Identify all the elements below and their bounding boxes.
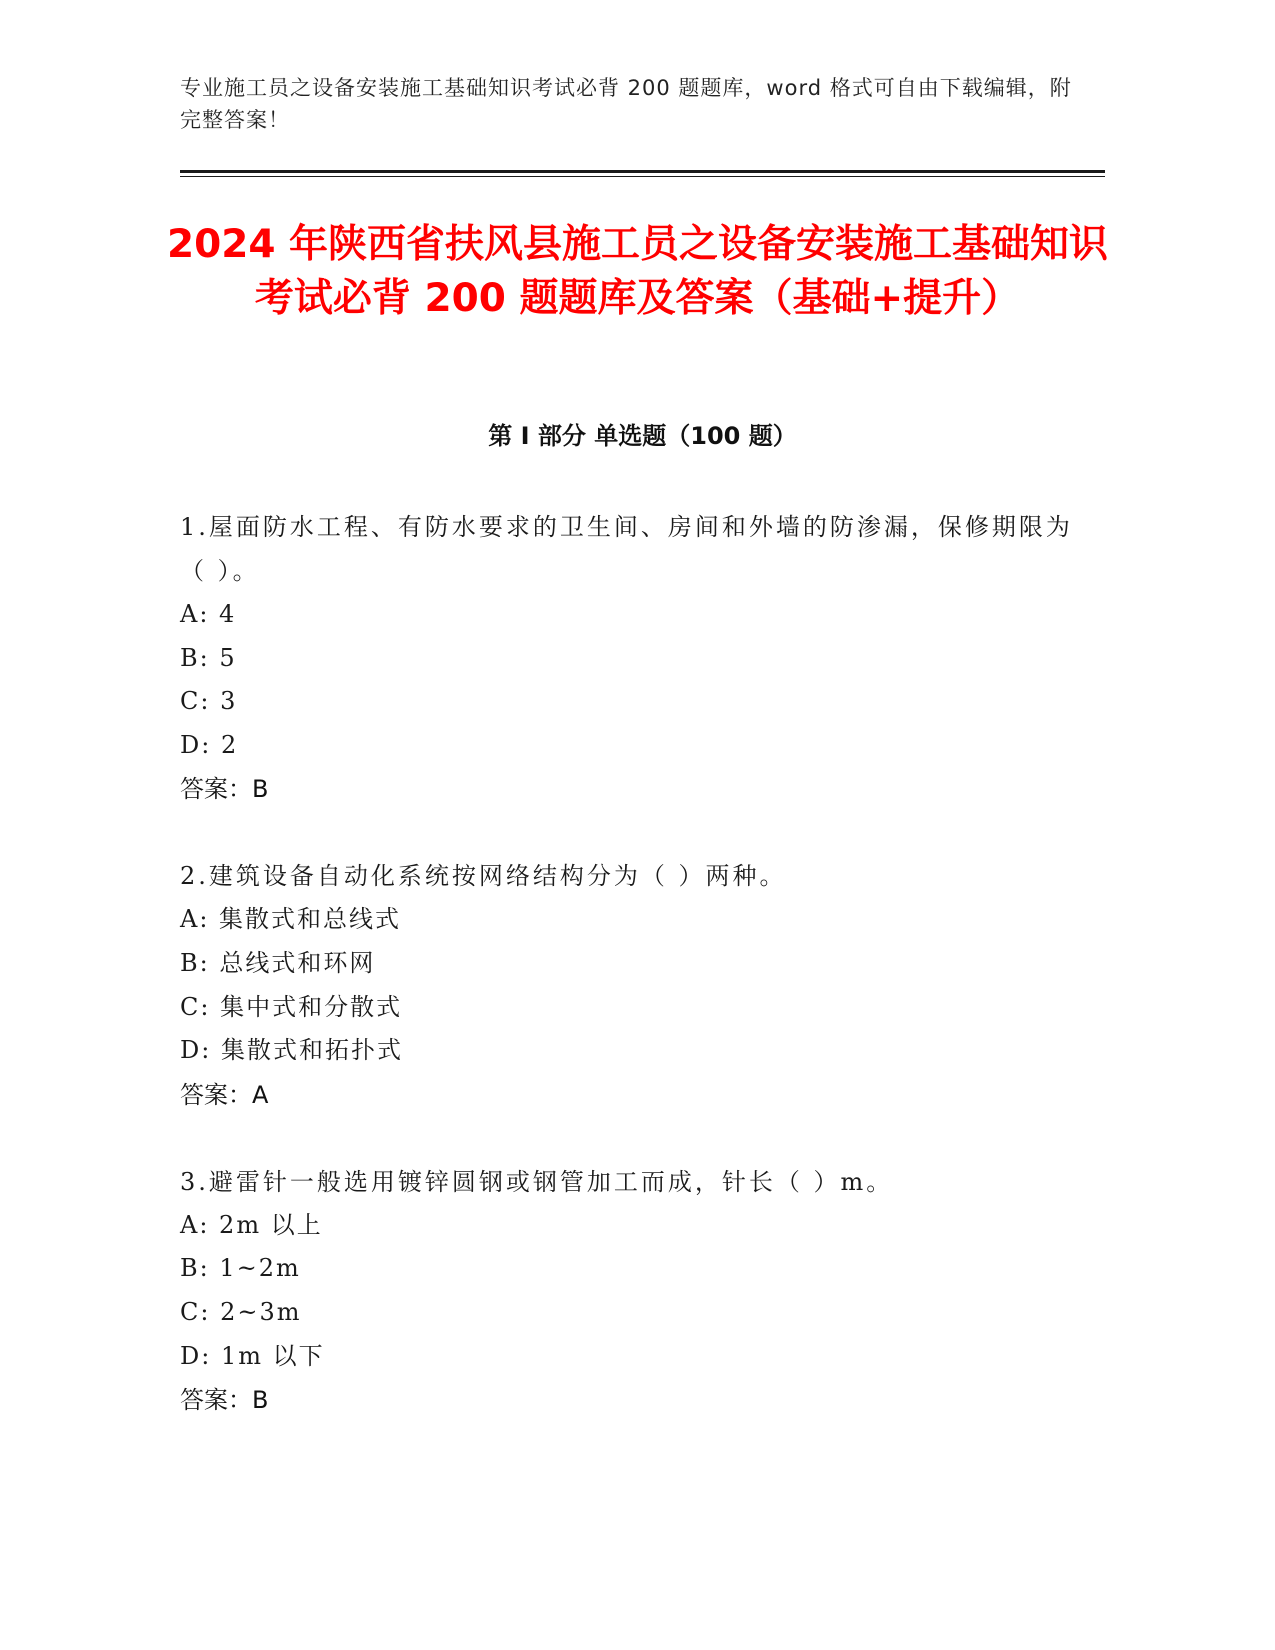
option-b: B: 5 <box>180 643 237 672</box>
answer-line: 答案：B <box>180 1386 269 1415</box>
option-b: B: 1~2m <box>180 1254 301 1283</box>
question-item <box>180 854 1080 1116</box>
option-c: C: 集中式和分散式 <box>180 992 403 1021</box>
header-note: 专业施工员之设备安装施工基础知识考试必背 200 题题库，word 格式可自由下载编辑，附完整答案！ <box>180 76 1072 132</box>
question-stem: 2.建筑设备自动化系统按网络结构分为（ ）两种。 <box>180 862 787 891</box>
option-d: D: 集散式和拓扑式 <box>180 1036 403 1065</box>
question-item <box>180 1160 1080 1422</box>
answer-line: 答案：A <box>180 1080 269 1109</box>
question-stem: 1.屋面防水工程、有防水要求的卫生间、房间和外墙的防渗漏，保修期限为（ ）。 <box>180 513 1073 585</box>
section-heading: 第 I 部分 单选题（100 题） <box>488 422 797 450</box>
option-a: A: 2m 以上 <box>180 1210 323 1239</box>
option-a: A: 集散式和总线式 <box>180 905 402 934</box>
header-divider-thick <box>180 170 1105 173</box>
option-a: A: 4 <box>180 600 237 628</box>
option-b: B: 总线式和环网 <box>180 948 376 977</box>
option-c: C: 3 <box>180 687 238 716</box>
header-divider-thin <box>180 176 1105 177</box>
question-stem: 3.避雷针一般选用镀锌圆钢或钢管加工而成，针长（ ）m。 <box>180 1167 894 1196</box>
question-list <box>180 505 1080 1465</box>
question-item <box>180 505 1080 811</box>
option-d: D: 1m 以下 <box>180 1341 325 1370</box>
answer-line: 答案：B <box>180 775 269 804</box>
option-c: C: 2~3m <box>180 1297 302 1326</box>
document-title: 2024 年陕西省扶风县施工员之设备安装施工基础知识考试必背 200 题题库及答案（基础+提升） <box>166 222 1109 321</box>
option-d: D: 2 <box>180 730 239 759</box>
